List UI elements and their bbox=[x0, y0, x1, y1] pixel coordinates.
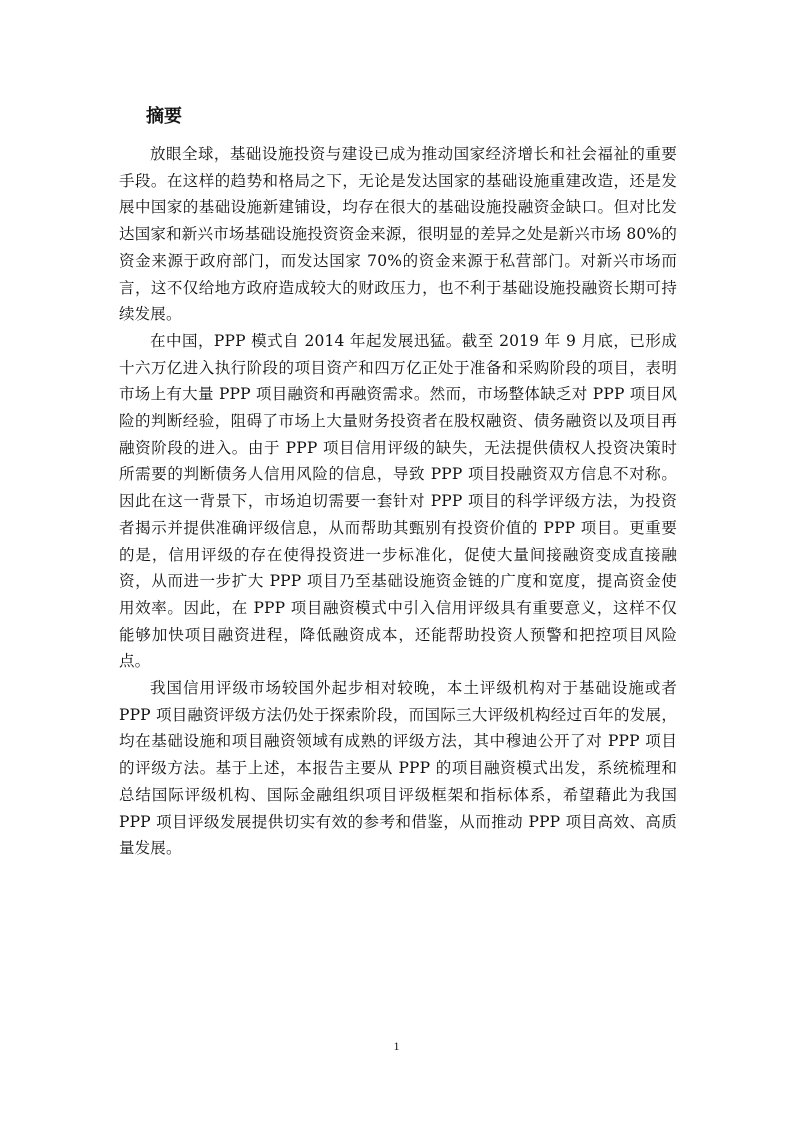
body-text bbox=[119, 141, 677, 862]
paragraph: 在中国，PPP 模式自 2014 年起发展迅猛。截至 2019 年 9 月底，已形成十六万亿进入执行阶段的项目资产和四万亿正处于准备和采购阶段的项目，表明市场上有大量 PPP 项目融资和再融资需求。然而，市场整体缺乏对 PPP 项目风险的判断经验，阻碍了市场上大量财务投资者在股权融资、债务融资以及项目再融资阶段的进入。由于 PPP 项目信用评级的缺失，无法提供债权人投资决策时所需要的判断债务人信用风险的信息，导致 PPP 项目投融资双方信息不对称。因此在这一背景下，市场迫切需要一套针对 PPP 项目的科学评级方法，为投资者揭示并提供准确评级信息，从而帮助其甄别有投资价值的 PPP 项目。更重要的是，信用评级的存在使得投资进一步标准化，促使大量间接融资变成直接融资，从而进一步扩大 PPP 项目乃至基础设施资金链的广度和宽度，提高资金使用效率。因此，在 PPP 项目融资模式中引入信用评级具有重要意义，这样不仅能够加快项目融资进程，降低融资成本，还能帮助投资人预警和把控项目风险点。 bbox=[119, 331, 677, 671]
paragraph: 我国信用评级市场较国外起步相对较晚，本土评级机构对于基础设施或者 PPP 项目融资评级方法仍处于探索阶段，而国际三大评级机构经过百年的发展，均在基础设施和项目融资领域有成熟的评级方法，其中穆迪公开了对 PPP 项目的评级方法。基于上述，本报告主要从 PPP 的项目融资模式出发，系统梳理和总结国际评级机构、国际金融组织项目评级框架和指标体系，希望藉此为我国 PPP 项目评级发展提供切实有效的参考和借鉴，从而推动 PPP 项目高效、高质量发展。 bbox=[119, 679, 677, 858]
paragraph: 放眼全球，基础设施投资与建设已成为推动国家经济增长和社会福祉的重要手段。在这样的趋势和格局之下，无论是发达国家的基础设施重建改造，还是发展中国家的基础设施新建铺设，均存在很大的基础设施投融资金缺口。但对比发达国家和新兴市场基础设施投资资金来源，很明显的差异之处是新兴市场 80%的资金来源于政府部门，而发达国家 70%的资金来源于私营部门。对新兴市场而言，这不仅给地方政府造成较大的财政压力，也不利于基础设施投融资长期可持续发展。 bbox=[119, 145, 677, 324]
page-number: 1 bbox=[393, 1039, 400, 1053]
page-heading: 摘要 bbox=[146, 106, 182, 127]
